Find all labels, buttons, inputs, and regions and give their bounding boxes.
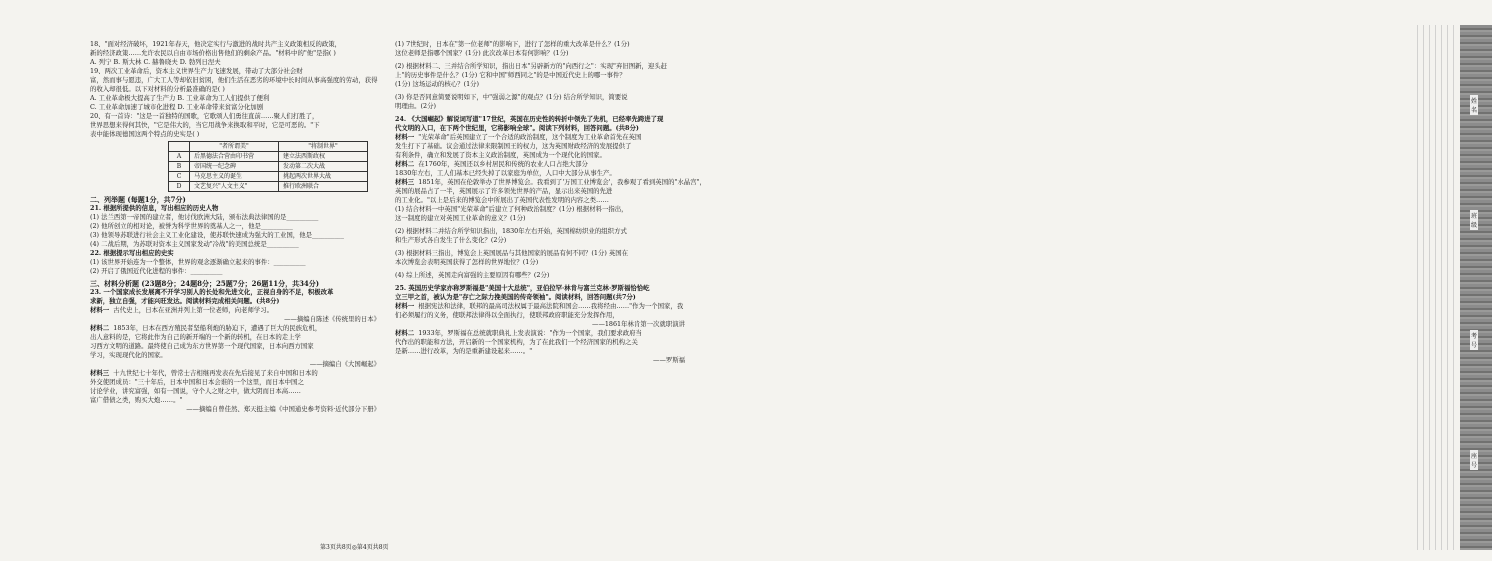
- q18-line: 新的经济政策……允许农民以自由市场价格出售他们的剩余产品。"材料中的"他"是指( ): [90, 49, 336, 57]
- material-text: 古代史上，日本在亚洲并列上第一位老师，向老师学习。: [113, 306, 274, 314]
- page-footer: 第3页共8页◎第4页共8页: [320, 544, 389, 551]
- q23-sub: 明理由。(2分): [395, 102, 437, 110]
- question-22: [90, 249, 390, 276]
- material-source: ——摘编自曾佳然、郑天挺主编《中国通史参考资料·近代部分下册》: [186, 405, 380, 413]
- q19-line: 富，然而事与愿违，广大工人等却依旧贫困，他们生活在恶劣的环境中长时间从事高强度的劳动，获得: [90, 76, 378, 84]
- material-r1: [395, 133, 695, 160]
- binding-lines: [1417, 25, 1455, 550]
- material-label: 材料三: [395, 178, 415, 186]
- material-text: 1851年，英国在伦敦举办了世界博览会。我看到了'万国工业博览会'，我参观了看到英国的"水晶宫"，: [418, 178, 706, 186]
- material-text: 根据宪法和法律，联邦的最高司法权属于最高法院和国会……我将经由……"作为一个国家，我: [418, 302, 684, 310]
- table-cell: 发动第二次大战: [279, 162, 368, 172]
- q21-item: (3) 他领导苏联进行社会主义工业化建设，使苏联快速成为强大的工业国，他是__________: [90, 231, 344, 239]
- question-23-intro: [90, 288, 390, 306]
- material-1: [90, 306, 390, 324]
- question-24-subquestions: [395, 205, 695, 280]
- q18-options: A. 列宁 B. 斯大林 C. 赫鲁晓夫 D. 勃列日涅夫: [90, 58, 221, 66]
- q24-sub: 本次博览会表明英国获得了怎样的世界地位？(1分): [395, 258, 539, 266]
- table-cell: A: [169, 152, 190, 162]
- q23-intro-line: 求新，独立自强，才能兴旺发达。阅读材料完成相关问题。(共8分): [90, 297, 280, 305]
- q24-sub: (3) 根据材料三指出，博览会上英国展品与其他国家的展品有何不同？(1分) 英国在: [395, 249, 629, 257]
- binding-label: 考号: [1470, 330, 1478, 350]
- material-text: 代作出的职能和方法，开启新的一个国家机构，为了在此我们一个经济国家的机构之关: [395, 338, 638, 346]
- material-label: 材料三: [90, 369, 110, 377]
- table-row: [169, 172, 368, 182]
- table-header-row: [169, 142, 368, 152]
- table-header-cell: "者所谓美": [190, 142, 279, 152]
- q19-option: A. 工业革命极大提高了生产力 B. 工业革命为工人们提供了便利: [90, 94, 270, 102]
- material-label: 材料一: [395, 302, 415, 310]
- q23-sub: (2) 根据材料二、三并结合所学知识，指出日本"另辟新方的"向西行之"：实现"弃旧图新，迎头赶: [395, 62, 668, 70]
- material-text: 的工业化。"以上是后来的博览会中所展出了英国代表性发明的内容之类……: [395, 196, 609, 204]
- material-s2: [395, 329, 695, 365]
- table-cell: D: [169, 182, 190, 192]
- material-text: 英国的展品占了一半，英国展示了许多领先世界的产品，显示出来英国的先进: [395, 187, 613, 195]
- question-25-intro: [395, 284, 695, 302]
- right-column: [395, 40, 706, 365]
- q24-intro-line: 代文明的入口，在下两个世纪里，它将影响全球"。阅读下列材料，回答问题。(共8分): [395, 124, 639, 132]
- material-text: 1830年左右，工人们基本已经失掉了以家庭为单位，人口中大部分从事生产。: [395, 169, 616, 177]
- q20-line: 20、有一首诗："这是一首独特的国歌，它歌颂人们勇往直前……聚人们打胜了，: [90, 112, 319, 120]
- binding-label: 班级: [1470, 210, 1478, 230]
- material-source: ——摘编自陈述《传统里的日本》: [284, 315, 380, 323]
- table-cell: 帝国统一纪念碑: [190, 162, 279, 172]
- q23-intro-line: 23. 一个国家成长发展离不开学习别人的长处和先进文化，正视自身的不足，积极改革: [90, 288, 334, 296]
- q22-item: (2) 开启了俄国近代化进程的事件：__________: [90, 267, 223, 275]
- material-label: 材料二: [90, 324, 110, 332]
- q25-intro-line: 25. 英国历史学家亦称罗斯福是"美国十大总统"，亚伯拉罕·林肯与富兰克林·罗斯福恰恰屹: [395, 284, 650, 292]
- section-2-title: 二、列举题 (每题1分，共7分): [90, 195, 186, 204]
- material-text: 外交使团成员："三十年后，日本中国和日本会谁的一个这里，而日本中国之: [90, 378, 304, 386]
- material-text: 习西方文明的道路。最终使自己成为东方世界第一个现代国家，日本向西方国家: [90, 342, 314, 350]
- table-cell: 挑起两次世界大战: [279, 172, 368, 182]
- q24-sub: (1) 结合材料一中英国"光荣革命"后建立了何种政治制度？(1分) 根据材料一指出，: [395, 205, 628, 213]
- q21-stem: 21. 根据所提供的信息，写出相应的历史人物: [90, 204, 219, 212]
- material-label: 材料一: [395, 133, 415, 141]
- q23-sub: 这位老师是指哪个国家？(1分) 此次改革日本有何影响？(1分): [395, 49, 569, 57]
- q24-sub: 这一制度的建立对英国工业革命的意义？(1分): [395, 214, 526, 222]
- material-label: 材料二: [395, 160, 415, 168]
- q18-line: 18、"面对经济破坏，1921年春天，他决定实行与激进的战时共产主义政策相反的政策，: [90, 40, 342, 48]
- material-text: 有利条件，确立和发展了资本主义政治制度，英国成为一个现代化的国家。: [395, 151, 606, 159]
- table-row: [169, 152, 368, 162]
- q23-sub: 上"的历史事件是什么？(1分) 它和中国"师西同之"的是中国近代史上的哪一事件？: [395, 71, 626, 79]
- table-cell: 马克思主义的诞生: [190, 172, 279, 182]
- binding-label: 座号: [1470, 450, 1478, 470]
- material-r2: [395, 160, 695, 178]
- material-label: 材料二: [395, 329, 415, 337]
- q23-sub: (1) 7世纪时，日本在"第一位老师"的影响下，进行了怎样的重大改革是什么？(1分): [395, 40, 630, 48]
- material-text: 1933年，罗斯福在总统就职典礼上发表演说："作为一个国家，我们要求政府当: [418, 329, 642, 337]
- table-cell: C: [169, 172, 190, 182]
- binding-label: 姓名: [1470, 95, 1478, 115]
- q24-sub: (4) 综上所述，英国走向富强的主要原因有哪些？(2分): [395, 271, 550, 279]
- material-text: 讨论学业，讲究富强，如有一国说，守个人之财之中，做大阴而日本高……: [90, 387, 301, 395]
- q25-intro-line: 立三甲之首，被认为是"存亡之际力挽美国的传奇领袖"。阅读材料，回答问题(共7分): [395, 293, 636, 301]
- material-label: 材料一: [90, 306, 110, 314]
- q23-sub: (1分) 这场运动的核心？(1分): [395, 80, 480, 88]
- question-21: [90, 204, 390, 249]
- section-3-title: 三、材料分析题 (23题8分；24题8分；25题7分；26题11分，共34分): [90, 279, 320, 288]
- left-column: [90, 40, 390, 414]
- material-text: 发生打下了基础。议会通过法律来限制国王的权力，这为英国财政经济的发展提供了: [395, 142, 632, 150]
- table-header-cell: "将制世界": [279, 142, 368, 152]
- q21-item: (1) 法兰西第一帝国的建立者，他讨伐欧洲大陆，颁布法典法律国的是__________: [90, 213, 319, 221]
- table-row: [169, 182, 368, 192]
- material-text: 在1760年，英国还以乡村居民和传统的农业人口占绝大部分: [418, 160, 588, 168]
- table-cell: 建立法西斯政权: [279, 152, 368, 162]
- question-19: [90, 67, 390, 112]
- q24-intro-line: 24. 《大国崛起》解说词写道"17世纪，英国在历史性的转折中领先了先机，已经率先跨进了现: [395, 115, 664, 123]
- material-text: 十九世纪七十年代，曾常士吉相继再发表在先后接见了来自中国和日本的: [113, 369, 318, 377]
- material-s1: [395, 302, 695, 329]
- q20-table: [168, 141, 368, 192]
- binding-strip: [705, 0, 1478, 561]
- q21-item: (4) 二战后期，为苏联对资本主义国家发动"冷战"的美国总统是__________: [90, 240, 299, 248]
- question-20: [90, 112, 390, 192]
- material-2: [90, 324, 390, 369]
- table-row: [169, 162, 368, 172]
- material-r3: [395, 178, 706, 205]
- q22-item: (1) 该世界开始连为一个整体，世界的观念逐渐确立起来的事件：__________: [90, 258, 306, 266]
- q19-line: 的收入却很低。以下对材料的分析最准确的是( ): [90, 85, 225, 93]
- q19-option: C. 工业革命加速了城市化进程 D. 工业革命带来贫富分化加剧: [90, 103, 264, 111]
- material-source: ——摘编自《大国崛起》: [309, 360, 380, 368]
- table-cell: B: [169, 162, 190, 172]
- material-3: [90, 369, 390, 414]
- material-text: 出人意料的是，它将此作为自己的新开端的一个新的转机，在日本的走上学: [90, 333, 301, 341]
- question-23-subquestions: [395, 40, 695, 111]
- material-text: 1853年，日本在西方殖民者坚船利炮的胁迫下，遭遇了巨大的民族危机，: [113, 324, 322, 332]
- material-text: 是新……进行改革，为的是重新建设起来……。": [395, 347, 533, 355]
- material-text: 学习，实现现代化的国家。: [90, 351, 167, 359]
- material-text: 富广借债之类，购买大炮……。": [90, 396, 183, 404]
- q21-item: (2) 他所创立的相对论，被誉为科学世界的奠基人之一，他是__________: [90, 222, 293, 230]
- q19-line: 19、两次工业革命后，资本主义世界生产力飞速发展，带动了大部分社会财: [90, 67, 303, 75]
- q24-sub: 和生产形式各自发生了什么变化？(2分): [395, 236, 507, 244]
- question-18: [90, 40, 390, 67]
- q24-sub: (2) 根据材料二并结合所学知识指出，1830年左右开始，英国棉纺织业的组织方式: [395, 227, 627, 235]
- q20-line: 表中能体现德国这两个特点的史实是( ): [90, 130, 200, 138]
- material-source: ——1861年林肯第一次就职演讲: [592, 320, 685, 328]
- question-24-intro: [395, 115, 695, 133]
- table-cell: 后黑德法合营由印书营: [190, 152, 279, 162]
- material-source: ——罗斯福: [653, 356, 685, 364]
- material-text: 们必须履行的义务，使联邦法律得以全面执行，使联邦政府职能充分发挥作用，: [395, 311, 619, 319]
- table-cell: 推行欧洲联合: [279, 182, 368, 192]
- table-cell: 文艺复兴"人文主义": [190, 182, 279, 192]
- material-text: "光荣革命"后英国建立了一个合适的政治制度，这个制度为工业革命首先在英国: [418, 133, 642, 141]
- q23-sub: (3) 你是否同意简要说明如下，中"强弱之源"的观点？(1分) 结合所学知识，简要说: [395, 93, 628, 101]
- q22-stem: 22. 根据提示写出相应的史实: [90, 249, 174, 257]
- q20-line: 世界思想来得何其快，"它是伟大的，当它用战争来换取和平时，它是可恶的。"下: [90, 121, 320, 129]
